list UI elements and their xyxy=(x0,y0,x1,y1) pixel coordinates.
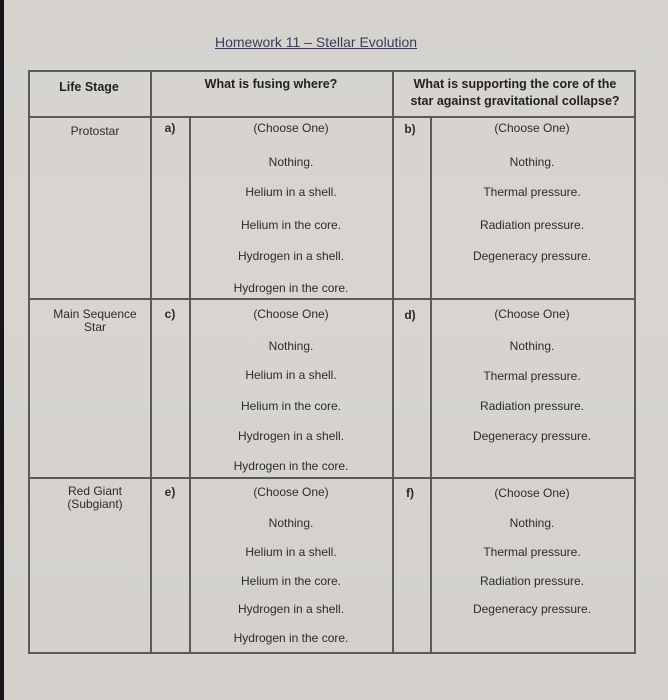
fusing-choose-prompt: (Choose One) xyxy=(253,121,329,135)
table-border-bottom xyxy=(28,652,636,654)
support-option[interactable]: Nothing. xyxy=(509,516,555,530)
fusing-choose-prompt: (Choose One) xyxy=(253,307,329,321)
fusing-option[interactable]: Helium in the core. xyxy=(240,399,342,413)
support-option[interactable]: Radiation pressure. xyxy=(479,399,585,413)
support-answer-letter: f) xyxy=(406,486,414,500)
support-choose-prompt: (Choose One) xyxy=(494,121,570,135)
row-divider xyxy=(28,477,636,479)
row-divider xyxy=(28,298,636,300)
fusing-option[interactable]: Nothing. xyxy=(268,339,314,353)
fusing-option[interactable]: Helium in a shell. xyxy=(245,185,337,199)
support-option[interactable]: Thermal pressure. xyxy=(483,185,581,199)
fusing-option[interactable]: Hydrogen in the core. xyxy=(233,281,349,295)
header-life-stage: Life Stage xyxy=(59,80,119,94)
fusing-option[interactable]: Nothing. xyxy=(268,516,314,530)
life-stage-label-line2: Star xyxy=(83,320,107,334)
support-option[interactable]: Thermal pressure. xyxy=(483,369,581,383)
fusing-option[interactable]: Hydrogen in a shell. xyxy=(237,429,345,443)
fusing-option[interactable]: Hydrogen in a shell. xyxy=(237,602,345,616)
column-divider xyxy=(150,70,152,654)
support-option[interactable]: Degeneracy pressure. xyxy=(472,602,592,616)
header-supporting-line1: What is supporting the core of the xyxy=(413,77,617,91)
fusing-option[interactable]: Helium in the core. xyxy=(240,218,342,232)
support-option[interactable]: Nothing. xyxy=(509,155,555,169)
table-border-top xyxy=(28,70,636,72)
support-answer-letter: b) xyxy=(404,122,416,136)
life-stage-label: Red Giant xyxy=(67,484,123,498)
page-title: Homework 11 – Stellar Evolution xyxy=(215,34,418,50)
life-stage-label: Protostar xyxy=(70,124,120,138)
fusing-option[interactable]: Helium in the core. xyxy=(240,574,342,588)
fusing-option[interactable]: Helium in a shell. xyxy=(245,368,337,382)
support-answer-letter: d) xyxy=(404,308,416,322)
support-option[interactable]: Thermal pressure. xyxy=(483,545,581,559)
fusing-answer-letter: e) xyxy=(164,485,176,499)
fusing-answer-letter: a) xyxy=(164,121,176,135)
letter-divider xyxy=(189,116,191,654)
header-supporting-line2: star against gravitational collapse? xyxy=(410,94,620,108)
support-choose-prompt: (Choose One) xyxy=(494,486,570,500)
fusing-option[interactable]: Helium in a shell. xyxy=(245,545,337,559)
support-option[interactable]: Degeneracy pressure. xyxy=(472,249,592,263)
letter-divider xyxy=(430,116,432,654)
support-option[interactable]: Degeneracy pressure. xyxy=(472,429,592,443)
table-border-left xyxy=(28,70,30,654)
header-fusing: What is fusing where? xyxy=(204,77,338,91)
support-option[interactable]: Radiation pressure. xyxy=(479,218,585,232)
fusing-choose-prompt: (Choose One) xyxy=(253,485,329,499)
support-choose-prompt: (Choose One) xyxy=(494,307,570,321)
column-divider xyxy=(392,70,394,654)
fusing-answer-letter: c) xyxy=(164,307,176,321)
fusing-option[interactable]: Hydrogen in the core. xyxy=(233,631,349,645)
fusing-option[interactable]: Hydrogen in the core. xyxy=(233,459,349,473)
fusing-option[interactable]: Nothing. xyxy=(268,155,314,169)
table-border-right xyxy=(634,70,636,654)
support-option[interactable]: Nothing. xyxy=(509,339,555,353)
life-stage-label-line2: (Subgiant) xyxy=(67,497,123,511)
header-divider xyxy=(28,116,636,118)
fusing-option[interactable]: Hydrogen in a shell. xyxy=(237,249,345,263)
life-stage-label: Main Sequence xyxy=(53,307,137,321)
support-option[interactable]: Radiation pressure. xyxy=(479,574,585,588)
